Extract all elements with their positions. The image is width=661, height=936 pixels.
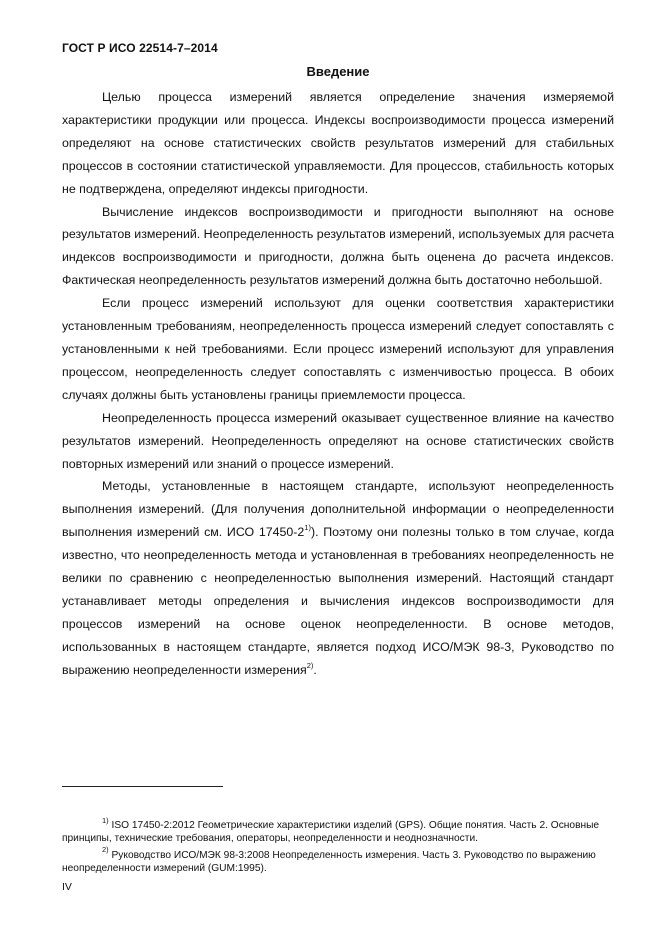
body-text	[62, 86, 614, 682]
paragraph-5-part-2: ). Поэтому они полезны только в том случае, когда известно, что неопределенность метода и установленная в требованиях неопределенность не велики по сравнению с неопределенностью выполнения измерений. Настоящий стандарт устанавливает методы определения и вычисления индексов воспроизводимости для процессов измерений на основе оценок неопределенности. В основе методов, использованных в настоящем стандарте, является подход ИСО/МЭК 98-3, Руководство по выражению неопределенности измерения	[62, 525, 614, 677]
paragraph-3: Если процесс измерений используют для оценки соответствия характеристики установленным требованиям, неопределенность процесса измерений следует сопоставлять с установленными к ней требованиями. Если процесс измерений используют для управления процессом, неопределенность следует сопоставлять с изменчивостью процесса. В обоих случаях должны быть установлены границы приемлемости процесса.	[62, 296, 614, 402]
footnote-divider	[62, 786, 223, 787]
paragraph-5-part-3: .	[313, 662, 317, 677]
footnote-ref-2: 2)	[306, 660, 314, 670]
footnotes	[62, 815, 614, 879]
paragraph-5-part-1: Методы, установленные в настоящем стандарте, используют неопределенность выполнения измерений. (Для получения дополнительной информации о неопределенности выполнения измерений см. ИСО 17450-2	[62, 479, 614, 540]
section-title: Введение	[306, 64, 370, 79]
paragraph-2: Вычисление индексов воспроизводимости и пригодности выполняют на основе результатов измерений. Неопределенность результатов измерений, используемых для расчета индексов воспроизводимости и пригодности, должна быть оценена до расчета индексов. Фактическая неопределенность результатов измерений должна быть достаточно небольшой.	[62, 204, 614, 288]
paragraph-1: Целью процесса измерений является определение значения измеряемой характеристики продукции или процесса. Индексы воспроизводимости процесса измерений определяют на основе статистических свойств результатов измерений для стабильных процессов в состоянии статистической управляемости. Для процессов, стабильность которых не подтверждена, определяют индексы пригодности.	[62, 90, 614, 196]
footnote-1	[62, 815, 614, 846]
page-number: IV	[62, 881, 72, 893]
footnote-1-mark: 1)	[102, 815, 109, 825]
paragraph-4: Неопределенность процесса измерений оказывает существенное влияние на качество результатов измерений. Неопределенность определяют на основе статистических свойств повторных измерений или знаний о процессе измерений.	[62, 410, 614, 471]
footnote-2-mark: 2)	[102, 845, 109, 855]
document-code-header: ГОСТ Р ИСО 22514-7–2014	[62, 41, 218, 55]
footnote-2-text: Руководство ИСО/МЭК 98-3:2008 Неопределенность измерения. Часть 3. Руководство по выражению неопределенности измерений (GUM:1995).	[62, 849, 596, 875]
footnote-ref-1: 1)	[304, 523, 311, 533]
footnote-1-text: ISO 17450-2:2012 Геометрические характеристики изделий (GPS). Общие понятия. Часть 2. Основные принципы, технические требования, операторы, неопределенности и неоднозначности.	[62, 820, 600, 845]
paragraph-5	[62, 475, 614, 681]
footnote-2	[62, 845, 614, 876]
